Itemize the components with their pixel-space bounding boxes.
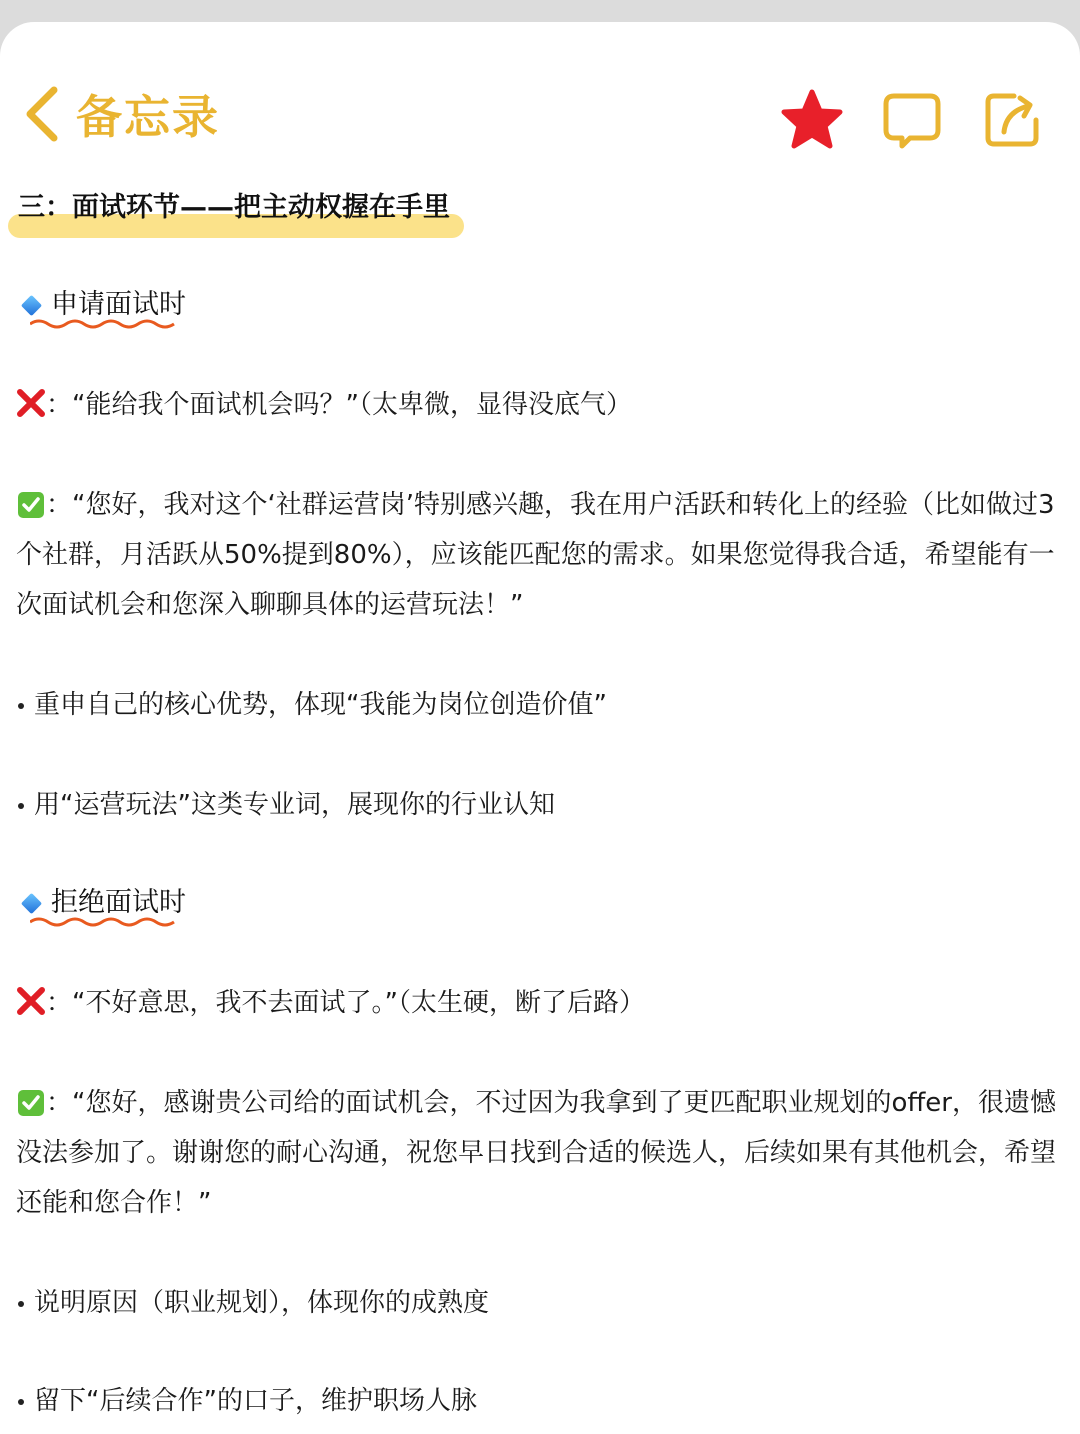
check-icon	[18, 492, 44, 518]
back-chevron-icon	[22, 84, 62, 144]
bullet-dot	[18, 703, 24, 709]
good-example-paragraph	[16, 1078, 1074, 1228]
bad-example-text: ：“不好意思，我不去面试了。”（太生硬，断了后路）	[46, 988, 645, 1018]
section-heading-text: 拒绝面试时	[51, 887, 186, 918]
bullet-dot	[18, 1301, 24, 1307]
favorite-button[interactable]	[780, 88, 844, 152]
share-button[interactable]	[980, 88, 1044, 152]
good-example-text: ：“您好，我对这个‘社群运营岗’特别感兴趣，我在用户活跃和转化上的经验（比如做过3个社群，月活跃从50%提到80%），应该能匹配您的需求。如果您觉得我合适，希望能有一次面试机会和您深入聊聊具体的运营玩法！”	[16, 490, 1055, 620]
good-example-paragraph	[16, 480, 1074, 630]
title-text: 三：面试环节——把主动权握在手里	[18, 192, 450, 223]
section-heading-text: 申请面试时	[51, 289, 186, 320]
star-icon	[780, 88, 844, 152]
cross-icon	[16, 388, 46, 418]
good-example-text: ：“您好，感谢贵公司给的面试机会，不过因为我拿到了更匹配职业规划的offer，很遗憾没法参加了。谢谢您的耐心沟通，祝您早日找到合适的候选人，后续如果有其他机会，希望还能和您合作！”	[16, 1088, 1057, 1218]
tip-text: 说明原因（职业规划），体现你的成熟度	[34, 1288, 490, 1318]
tip-line	[16, 680, 607, 730]
bad-example-line	[16, 978, 645, 1028]
tip-text: 留下“后续合作”的口子，维护职场人脉	[34, 1386, 477, 1416]
section-heading-decline	[18, 878, 186, 928]
bad-example-line	[16, 380, 632, 430]
check-icon	[18, 1090, 44, 1116]
bullet-dot	[18, 1399, 24, 1405]
share-icon	[980, 88, 1044, 152]
tip-line	[16, 1376, 477, 1426]
wavy-underline	[30, 318, 176, 330]
comment-icon	[880, 88, 944, 152]
back-label: 备忘录	[76, 90, 220, 144]
tip-line	[16, 1278, 489, 1328]
top-bar	[0, 22, 1080, 172]
bullet-dot	[18, 803, 24, 809]
tip-text: 重申自己的核心优势，体现“我能为岗位创造价值”	[34, 690, 607, 720]
note-title	[8, 188, 450, 228]
tip-text: 用“运营玩法”这类专业词，展现你的行业认知	[34, 790, 555, 820]
blue-diamond-icon	[21, 892, 42, 913]
cross-icon	[16, 986, 46, 1016]
section-heading-apply	[18, 280, 186, 330]
back-button[interactable]	[22, 84, 220, 144]
tip-line	[16, 780, 555, 830]
bad-example-text: ：“能给我个面试机会吗？”（太卑微，显得没底气）	[46, 390, 632, 420]
blue-diamond-icon	[21, 294, 42, 315]
comment-button[interactable]	[880, 88, 944, 152]
wavy-underline	[30, 916, 176, 928]
note-page	[0, 22, 1080, 1434]
